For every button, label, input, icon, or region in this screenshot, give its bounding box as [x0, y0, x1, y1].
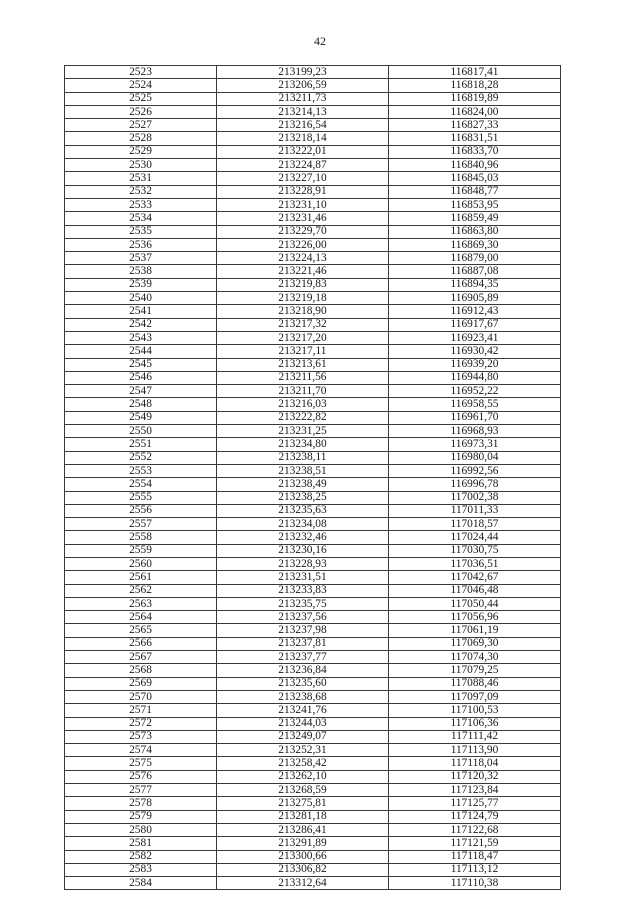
x-coordinate-cell: 213275,81: [217, 797, 389, 810]
y-coordinate-cell: 117121,59: [389, 837, 561, 850]
x-coordinate-cell: 213237,77: [217, 651, 389, 664]
point-number-cell: 2569: [65, 677, 217, 690]
table-row: [65, 704, 561, 717]
point-number-cell: 2538: [65, 265, 217, 278]
table-row: [65, 451, 561, 464]
point-number-cell: 2543: [65, 331, 217, 344]
x-coordinate-cell: 213211,70: [217, 385, 389, 398]
point-number-cell: 2527: [65, 119, 217, 132]
x-coordinate-cell: 213206,59: [217, 79, 389, 92]
y-coordinate-cell: 117069,30: [389, 637, 561, 650]
table-row: [65, 464, 561, 477]
x-coordinate-cell: 213228,93: [217, 557, 389, 570]
table-row: [65, 504, 561, 517]
x-coordinate-cell: 213227,10: [217, 172, 389, 185]
table-row: [65, 637, 561, 650]
table-row: [65, 744, 561, 757]
y-coordinate-cell: 116912,43: [389, 305, 561, 318]
table-row: [65, 398, 561, 411]
x-coordinate-cell: 213228,91: [217, 185, 389, 198]
y-coordinate-cell: 117002,38: [389, 491, 561, 504]
y-coordinate-cell: 116824,00: [389, 105, 561, 118]
y-coordinate-cell: 117046,48: [389, 584, 561, 597]
y-coordinate-cell: 117018,57: [389, 518, 561, 531]
x-coordinate-cell: 213219,83: [217, 278, 389, 291]
y-coordinate-cell: 117113,12: [389, 863, 561, 876]
x-coordinate-cell: 213312,64: [217, 877, 389, 890]
x-coordinate-cell: 213230,16: [217, 544, 389, 557]
table-row: [65, 863, 561, 876]
table-row: [65, 611, 561, 624]
page-number: 42: [314, 34, 326, 48]
point-number-cell: 2567: [65, 651, 217, 664]
y-coordinate-cell: 116827,33: [389, 119, 561, 132]
point-number-cell: 2577: [65, 784, 217, 797]
x-coordinate-cell: 213233,83: [217, 584, 389, 597]
x-coordinate-cell: 213291,89: [217, 837, 389, 850]
y-coordinate-cell: 116887,08: [389, 265, 561, 278]
x-coordinate-cell: 213222,01: [217, 145, 389, 158]
point-number-cell: 2548: [65, 398, 217, 411]
y-coordinate-cell: 117074,30: [389, 651, 561, 664]
point-number-cell: 2534: [65, 212, 217, 225]
point-number-cell: 2565: [65, 624, 217, 637]
y-coordinate-cell: 116833,70: [389, 145, 561, 158]
x-coordinate-cell: 213268,59: [217, 784, 389, 797]
table-row: [65, 877, 561, 890]
table-row: [65, 132, 561, 145]
table-row: [65, 385, 561, 398]
y-coordinate-cell: 116930,42: [389, 345, 561, 358]
point-number-cell: 2578: [65, 797, 217, 810]
table-row: [65, 797, 561, 810]
x-coordinate-cell: 213217,32: [217, 318, 389, 331]
y-coordinate-cell: 116905,89: [389, 292, 561, 305]
x-coordinate-cell: 213237,56: [217, 611, 389, 624]
table-row: [65, 757, 561, 770]
point-number-cell: 2582: [65, 850, 217, 863]
y-coordinate-cell: 116840,96: [389, 159, 561, 172]
point-number-cell: 2525: [65, 92, 217, 105]
point-number-cell: 2526: [65, 105, 217, 118]
x-coordinate-cell: 213231,25: [217, 425, 389, 438]
y-coordinate-cell: 117113,90: [389, 744, 561, 757]
x-coordinate-cell: 213211,56: [217, 371, 389, 384]
table-row: [65, 784, 561, 797]
y-coordinate-cell: 117030,75: [389, 544, 561, 557]
x-coordinate-cell: 213218,14: [217, 132, 389, 145]
y-coordinate-cell: 117122,68: [389, 823, 561, 836]
y-coordinate-cell: 117125,77: [389, 797, 561, 810]
point-number-cell: 2546: [65, 371, 217, 384]
y-coordinate-cell: 117100,53: [389, 704, 561, 717]
x-coordinate-cell: 213229,70: [217, 225, 389, 238]
y-coordinate-cell: 117111,42: [389, 730, 561, 743]
table-row: [65, 265, 561, 278]
point-number-cell: 2531: [65, 172, 217, 185]
y-coordinate-cell: 117079,25: [389, 664, 561, 677]
y-coordinate-cell: 117061,19: [389, 624, 561, 637]
table-row: [65, 624, 561, 637]
table-row: [65, 677, 561, 690]
y-coordinate-cell: 116818,28: [389, 79, 561, 92]
y-coordinate-cell: 116923,41: [389, 331, 561, 344]
y-coordinate-cell: 117036,51: [389, 557, 561, 570]
x-coordinate-cell: 213262,10: [217, 770, 389, 783]
x-coordinate-cell: 213224,13: [217, 252, 389, 265]
point-number-cell: 2573: [65, 730, 217, 743]
y-coordinate-cell: 116859,49: [389, 212, 561, 225]
point-number-cell: 2559: [65, 544, 217, 557]
table-row: [65, 278, 561, 291]
y-coordinate-cell: 116879,00: [389, 252, 561, 265]
point-number-cell: 2533: [65, 198, 217, 211]
table-row: [65, 92, 561, 105]
y-coordinate-cell: 117097,09: [389, 690, 561, 703]
y-coordinate-cell: 117056,96: [389, 611, 561, 624]
point-number-cell: 2529: [65, 145, 217, 158]
table-row: [65, 531, 561, 544]
x-coordinate-cell: 213217,11: [217, 345, 389, 358]
y-coordinate-cell: 117110,38: [389, 877, 561, 890]
point-number-cell: 2536: [65, 238, 217, 251]
x-coordinate-cell: 213238,68: [217, 690, 389, 703]
table-row: [65, 172, 561, 185]
point-number-cell: 2539: [65, 278, 217, 291]
y-coordinate-cell: 117118,04: [389, 757, 561, 770]
table-row: [65, 478, 561, 491]
point-number-cell: 2545: [65, 358, 217, 371]
table-row: [65, 185, 561, 198]
x-coordinate-cell: 213217,20: [217, 331, 389, 344]
x-coordinate-cell: 213231,46: [217, 212, 389, 225]
point-number-cell: 2584: [65, 877, 217, 890]
y-coordinate-cell: 116894,35: [389, 278, 561, 291]
x-coordinate-cell: 213238,25: [217, 491, 389, 504]
point-number-cell: 2549: [65, 411, 217, 424]
y-coordinate-cell: 117024,44: [389, 531, 561, 544]
y-coordinate-cell: 117120,32: [389, 770, 561, 783]
coordinates-table: [64, 65, 561, 890]
y-coordinate-cell: 116944,80: [389, 371, 561, 384]
x-coordinate-cell: 213286,41: [217, 823, 389, 836]
x-coordinate-cell: 213281,18: [217, 810, 389, 823]
point-number-cell: 2562: [65, 584, 217, 597]
y-coordinate-cell: 116958,55: [389, 398, 561, 411]
point-number-cell: 2564: [65, 611, 217, 624]
x-coordinate-cell: 213211,73: [217, 92, 389, 105]
x-coordinate-cell: 213258,42: [217, 757, 389, 770]
point-number-cell: 2535: [65, 225, 217, 238]
x-coordinate-cell: 213234,80: [217, 438, 389, 451]
x-coordinate-cell: 213213,61: [217, 358, 389, 371]
table-row: [65, 557, 561, 570]
table-row: [65, 664, 561, 677]
x-coordinate-cell: 213241,76: [217, 704, 389, 717]
point-number-cell: 2551: [65, 438, 217, 451]
x-coordinate-cell: 213237,98: [217, 624, 389, 637]
table-row: [65, 318, 561, 331]
point-number-cell: 2572: [65, 717, 217, 730]
point-number-cell: 2574: [65, 744, 217, 757]
y-coordinate-cell: 117011,33: [389, 504, 561, 517]
table-row: [65, 358, 561, 371]
table-row: [65, 425, 561, 438]
point-number-cell: 2541: [65, 305, 217, 318]
point-number-cell: 2575: [65, 757, 217, 770]
x-coordinate-cell: 213306,82: [217, 863, 389, 876]
x-coordinate-cell: 213252,31: [217, 744, 389, 757]
point-number-cell: 2524: [65, 79, 217, 92]
table-row: [65, 850, 561, 863]
point-number-cell: 2561: [65, 571, 217, 584]
point-number-cell: 2553: [65, 464, 217, 477]
table-row: [65, 371, 561, 384]
x-coordinate-cell: 213235,63: [217, 504, 389, 517]
y-coordinate-cell: 117123,84: [389, 784, 561, 797]
table-row: [65, 717, 561, 730]
point-number-cell: 2547: [65, 385, 217, 398]
point-number-cell: 2550: [65, 425, 217, 438]
y-coordinate-cell: 116980,04: [389, 451, 561, 464]
x-coordinate-cell: 213244,03: [217, 717, 389, 730]
point-number-cell: 2558: [65, 531, 217, 544]
table-row: [65, 438, 561, 451]
x-coordinate-cell: 213214,13: [217, 105, 389, 118]
y-coordinate-cell: 116996,78: [389, 478, 561, 491]
table-row: [65, 198, 561, 211]
point-number-cell: 2563: [65, 597, 217, 610]
y-coordinate-cell: 116992,56: [389, 464, 561, 477]
x-coordinate-cell: 213236,84: [217, 664, 389, 677]
table-row: [65, 238, 561, 251]
x-coordinate-cell: 213226,00: [217, 238, 389, 251]
point-number-cell: 2530: [65, 159, 217, 172]
point-number-cell: 2576: [65, 770, 217, 783]
x-coordinate-cell: 213238,51: [217, 464, 389, 477]
table-row: [65, 212, 561, 225]
coordinates-table-body: [65, 66, 561, 890]
y-coordinate-cell: 116968,93: [389, 425, 561, 438]
x-coordinate-cell: 213224,87: [217, 159, 389, 172]
table-row: [65, 810, 561, 823]
table-row: [65, 159, 561, 172]
x-coordinate-cell: 213235,75: [217, 597, 389, 610]
y-coordinate-cell: 116961,70: [389, 411, 561, 424]
point-number-cell: 2568: [65, 664, 217, 677]
table-row: [65, 544, 561, 557]
y-coordinate-cell: 116917,67: [389, 318, 561, 331]
point-number-cell: 2570: [65, 690, 217, 703]
x-coordinate-cell: 213235,60: [217, 677, 389, 690]
table-row: [65, 491, 561, 504]
x-coordinate-cell: 213221,46: [217, 265, 389, 278]
table-row: [65, 584, 561, 597]
point-number-cell: 2532: [65, 185, 217, 198]
y-coordinate-cell: 116863,80: [389, 225, 561, 238]
y-coordinate-cell: 116869,30: [389, 238, 561, 251]
y-coordinate-cell: 117088,46: [389, 677, 561, 690]
table-row: [65, 66, 561, 79]
point-number-cell: 2556: [65, 504, 217, 517]
x-coordinate-cell: 213249,07: [217, 730, 389, 743]
x-coordinate-cell: 213199,23: [217, 66, 389, 79]
point-number-cell: 2560: [65, 557, 217, 570]
x-coordinate-cell: 213300,66: [217, 850, 389, 863]
table-row: [65, 252, 561, 265]
x-coordinate-cell: 213238,49: [217, 478, 389, 491]
y-coordinate-cell: 116952,22: [389, 385, 561, 398]
table-row: [65, 292, 561, 305]
point-number-cell: 2552: [65, 451, 217, 464]
table-row: [65, 331, 561, 344]
point-number-cell: 2540: [65, 292, 217, 305]
x-coordinate-cell: 213231,10: [217, 198, 389, 211]
point-number-cell: 2581: [65, 837, 217, 850]
table-row: [65, 571, 561, 584]
point-number-cell: 2557: [65, 518, 217, 531]
table-row: [65, 651, 561, 664]
y-coordinate-cell: 116853,95: [389, 198, 561, 211]
y-coordinate-cell: 116848,77: [389, 185, 561, 198]
y-coordinate-cell: 117106,36: [389, 717, 561, 730]
x-coordinate-cell: 213232,46: [217, 531, 389, 544]
table-row: [65, 518, 561, 531]
x-coordinate-cell: 213238,11: [217, 451, 389, 464]
point-number-cell: 2555: [65, 491, 217, 504]
table-row: [65, 105, 561, 118]
point-number-cell: 2528: [65, 132, 217, 145]
point-number-cell: 2583: [65, 863, 217, 876]
x-coordinate-cell: 213216,54: [217, 119, 389, 132]
y-coordinate-cell: 116973,31: [389, 438, 561, 451]
y-coordinate-cell: 116817,41: [389, 66, 561, 79]
y-coordinate-cell: 117124,79: [389, 810, 561, 823]
table-row: [65, 411, 561, 424]
table-row: [65, 225, 561, 238]
point-number-cell: 2566: [65, 637, 217, 650]
point-number-cell: 2537: [65, 252, 217, 265]
x-coordinate-cell: 213219,18: [217, 292, 389, 305]
table-row: [65, 823, 561, 836]
x-coordinate-cell: 213222,82: [217, 411, 389, 424]
table-row: [65, 345, 561, 358]
table-row: [65, 730, 561, 743]
y-coordinate-cell: 116939,20: [389, 358, 561, 371]
point-number-cell: 2544: [65, 345, 217, 358]
x-coordinate-cell: 213234,08: [217, 518, 389, 531]
table-row: [65, 690, 561, 703]
table-row: [65, 305, 561, 318]
x-coordinate-cell: 213231,51: [217, 571, 389, 584]
point-number-cell: 2571: [65, 704, 217, 717]
y-coordinate-cell: 117050,44: [389, 597, 561, 610]
point-number-cell: 2523: [65, 66, 217, 79]
table-row: [65, 145, 561, 158]
table-row: [65, 79, 561, 92]
y-coordinate-cell: 116819,89: [389, 92, 561, 105]
y-coordinate-cell: 117042,67: [389, 571, 561, 584]
point-number-cell: 2579: [65, 810, 217, 823]
y-coordinate-cell: 116831,51: [389, 132, 561, 145]
y-coordinate-cell: 117118,47: [389, 850, 561, 863]
table-row: [65, 770, 561, 783]
x-coordinate-cell: 213218,90: [217, 305, 389, 318]
point-number-cell: 2542: [65, 318, 217, 331]
point-number-cell: 2554: [65, 478, 217, 491]
point-number-cell: 2580: [65, 823, 217, 836]
table-row: [65, 837, 561, 850]
table-row: [65, 597, 561, 610]
x-coordinate-cell: 213216,03: [217, 398, 389, 411]
x-coordinate-cell: 213237,81: [217, 637, 389, 650]
y-coordinate-cell: 116845,03: [389, 172, 561, 185]
table-row: [65, 119, 561, 132]
